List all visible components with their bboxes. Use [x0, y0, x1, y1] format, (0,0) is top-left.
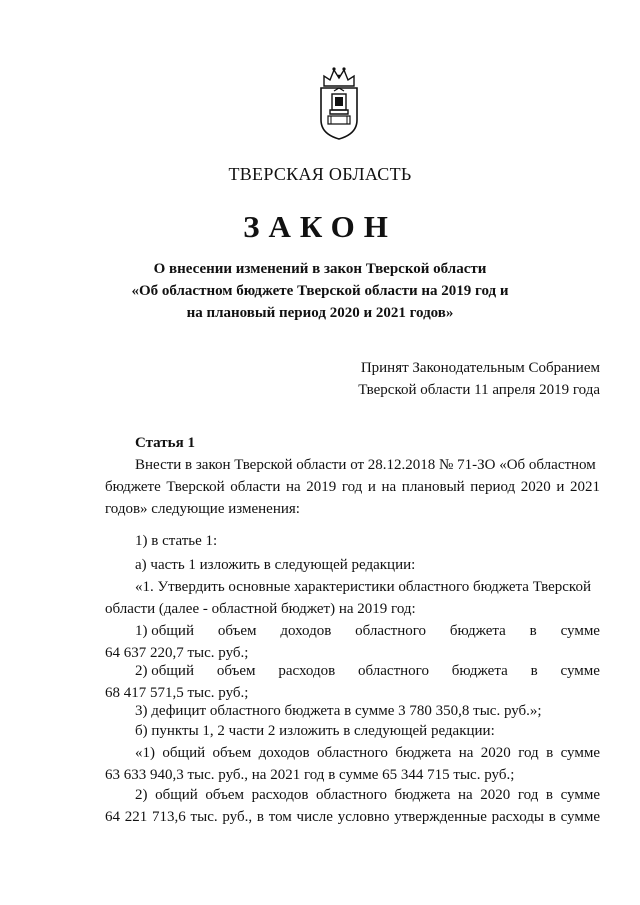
- article-heading: Статья 1: [135, 435, 195, 451]
- b-point-1: [105, 742, 600, 786]
- word: доходов: [280, 623, 332, 639]
- word: в: [529, 623, 537, 639]
- intro-line: [105, 454, 600, 476]
- point-1-line: [105, 620, 600, 642]
- point-2-line: [105, 660, 600, 682]
- adoption-line: Тверской области 11 апреля 2019 года: [358, 382, 600, 398]
- intro-line: бюджете Тверской области на 2019 год и на плановый период 2020 и 2021: [105, 479, 600, 495]
- word: объем: [217, 623, 257, 639]
- word: в: [530, 663, 538, 679]
- document-type: ЗАКОН: [243, 209, 397, 244]
- point-2-cont: 68 417 571,5 тыс. руб.;: [105, 685, 249, 701]
- point-1: [105, 620, 600, 664]
- b-point-2: [105, 784, 600, 828]
- b1-line: «1) общий объем доходов областного бюджета на 2020 год в сумме: [135, 745, 600, 761]
- word: сумме: [560, 663, 600, 679]
- item-b: б) пункты 1, 2 части 2 изложить в следующей редакции:: [135, 723, 495, 739]
- item-a: а) часть 1 изложить в следующей редакции:: [135, 557, 416, 573]
- region-name: ТВЕРСКАЯ ОБЛАСТЬ: [228, 164, 412, 184]
- word: бюджета: [451, 663, 508, 679]
- word: 1) общий: [135, 623, 194, 639]
- word: сумме: [560, 623, 600, 639]
- word: 2) общий: [135, 663, 194, 679]
- adoption-line: Принят Законодательным Собранием: [360, 360, 600, 376]
- point-3: 3) дефицит областного бюджета в сумме 3 780 350,8 тыс. руб.»;: [135, 703, 542, 719]
- quote-block: [105, 576, 600, 620]
- item-1: 1) в статье 1:: [135, 533, 218, 549]
- adoption-note: [358, 357, 600, 401]
- article-intro: [105, 454, 600, 520]
- word: областного: [355, 623, 427, 639]
- intro-text: Внести в закон Тверской области от 28.12.2018 № 71-ЗО «Об областном: [135, 457, 596, 473]
- b2-line: 2) общий объем расходов областного бюджета на 2020 год в сумме: [135, 787, 600, 803]
- law-title-line: на плановый период 2020 и 2021 годов»: [186, 305, 454, 321]
- b1-line: 63 633 940,3 тыс. руб., на 2021 год в сумме 65 344 715 тыс. руб.;: [105, 767, 515, 783]
- intro-line: годов» следующие изменения:: [105, 501, 300, 517]
- word: объем: [216, 663, 256, 679]
- coat-of-arms-icon: [318, 64, 360, 140]
- law-title-line: «Об областном бюджете Тверской области на 2019 год и: [131, 283, 509, 299]
- word: бюджета: [449, 623, 506, 639]
- word: расходов: [278, 663, 336, 679]
- point-1-cont: 64 637 220,7 тыс. руб.;: [105, 645, 249, 661]
- quote-line: «1. Утвердить основные характеристики областного бюджета Тверской: [135, 579, 591, 595]
- b2-line: 64 221 713,6 тыс. руб., в том числе условно утвержденные расходы в сумме: [105, 809, 600, 825]
- quote-line: области (далее - областной бюджет) на 2019 год:: [105, 601, 416, 617]
- law-title-line: О внесении изменений в закон Тверской области: [153, 261, 487, 277]
- law-title: [0, 258, 640, 324]
- word: областного: [358, 663, 429, 679]
- point-2: [105, 660, 600, 704]
